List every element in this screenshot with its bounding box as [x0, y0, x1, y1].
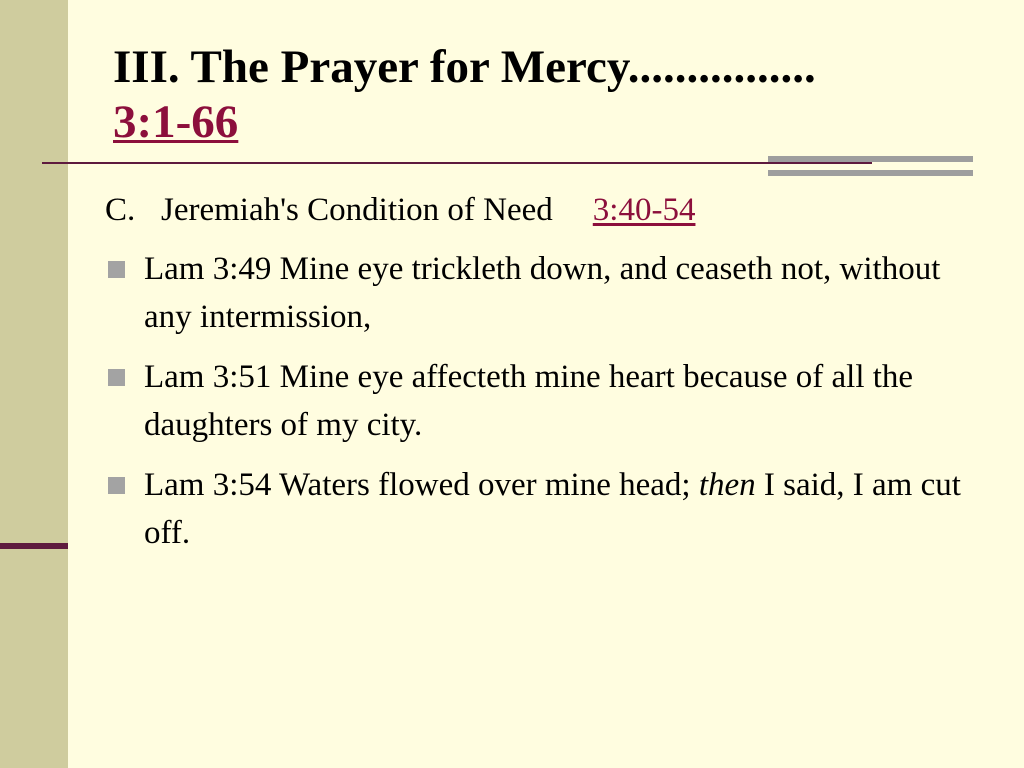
subheading-text: Jeremiah's Condition of Need — [161, 192, 553, 228]
bullet-item-lam-3-51 — [105, 353, 975, 449]
left-decorative-bar — [0, 0, 68, 768]
bullet-text: Lam 3:49 Mine eye trickleth down, and ceaseth not, without any intermission, — [144, 251, 941, 335]
slide-title-reference-link[interactable]: 3:1-66 — [113, 96, 239, 148]
section-subheading — [105, 189, 695, 231]
bullet-item-lam-3-54 — [105, 461, 975, 557]
subheading-prefix: C. — [105, 192, 136, 228]
bullet-text-before: Lam 3:54 Waters flowed over mine head; — [144, 467, 699, 503]
square-bullet-icon — [108, 369, 125, 386]
subheading-reference-link[interactable]: 3:40-54 — [592, 192, 696, 228]
bullet-text-after: I said, I am cut off. — [144, 467, 961, 551]
square-bullet-icon — [108, 261, 125, 278]
bullet-list — [105, 245, 975, 569]
bullet-text-italic: then — [698, 467, 756, 503]
slide-title — [113, 40, 993, 150]
square-bullet-icon — [108, 477, 125, 494]
title-divider-line — [42, 162, 872, 164]
divider-gray-bar-bottom — [768, 170, 973, 176]
left-accent-line — [0, 543, 68, 549]
divider-gray-bar-top — [768, 156, 973, 162]
bullet-item-lam-3-49 — [105, 245, 975, 341]
bullet-text: Lam 3:51 Mine eye affecteth mine heart because of all the daughters of my city. — [144, 359, 914, 443]
slide-title-text: III. The Prayer for Mercy................ — [113, 41, 816, 93]
